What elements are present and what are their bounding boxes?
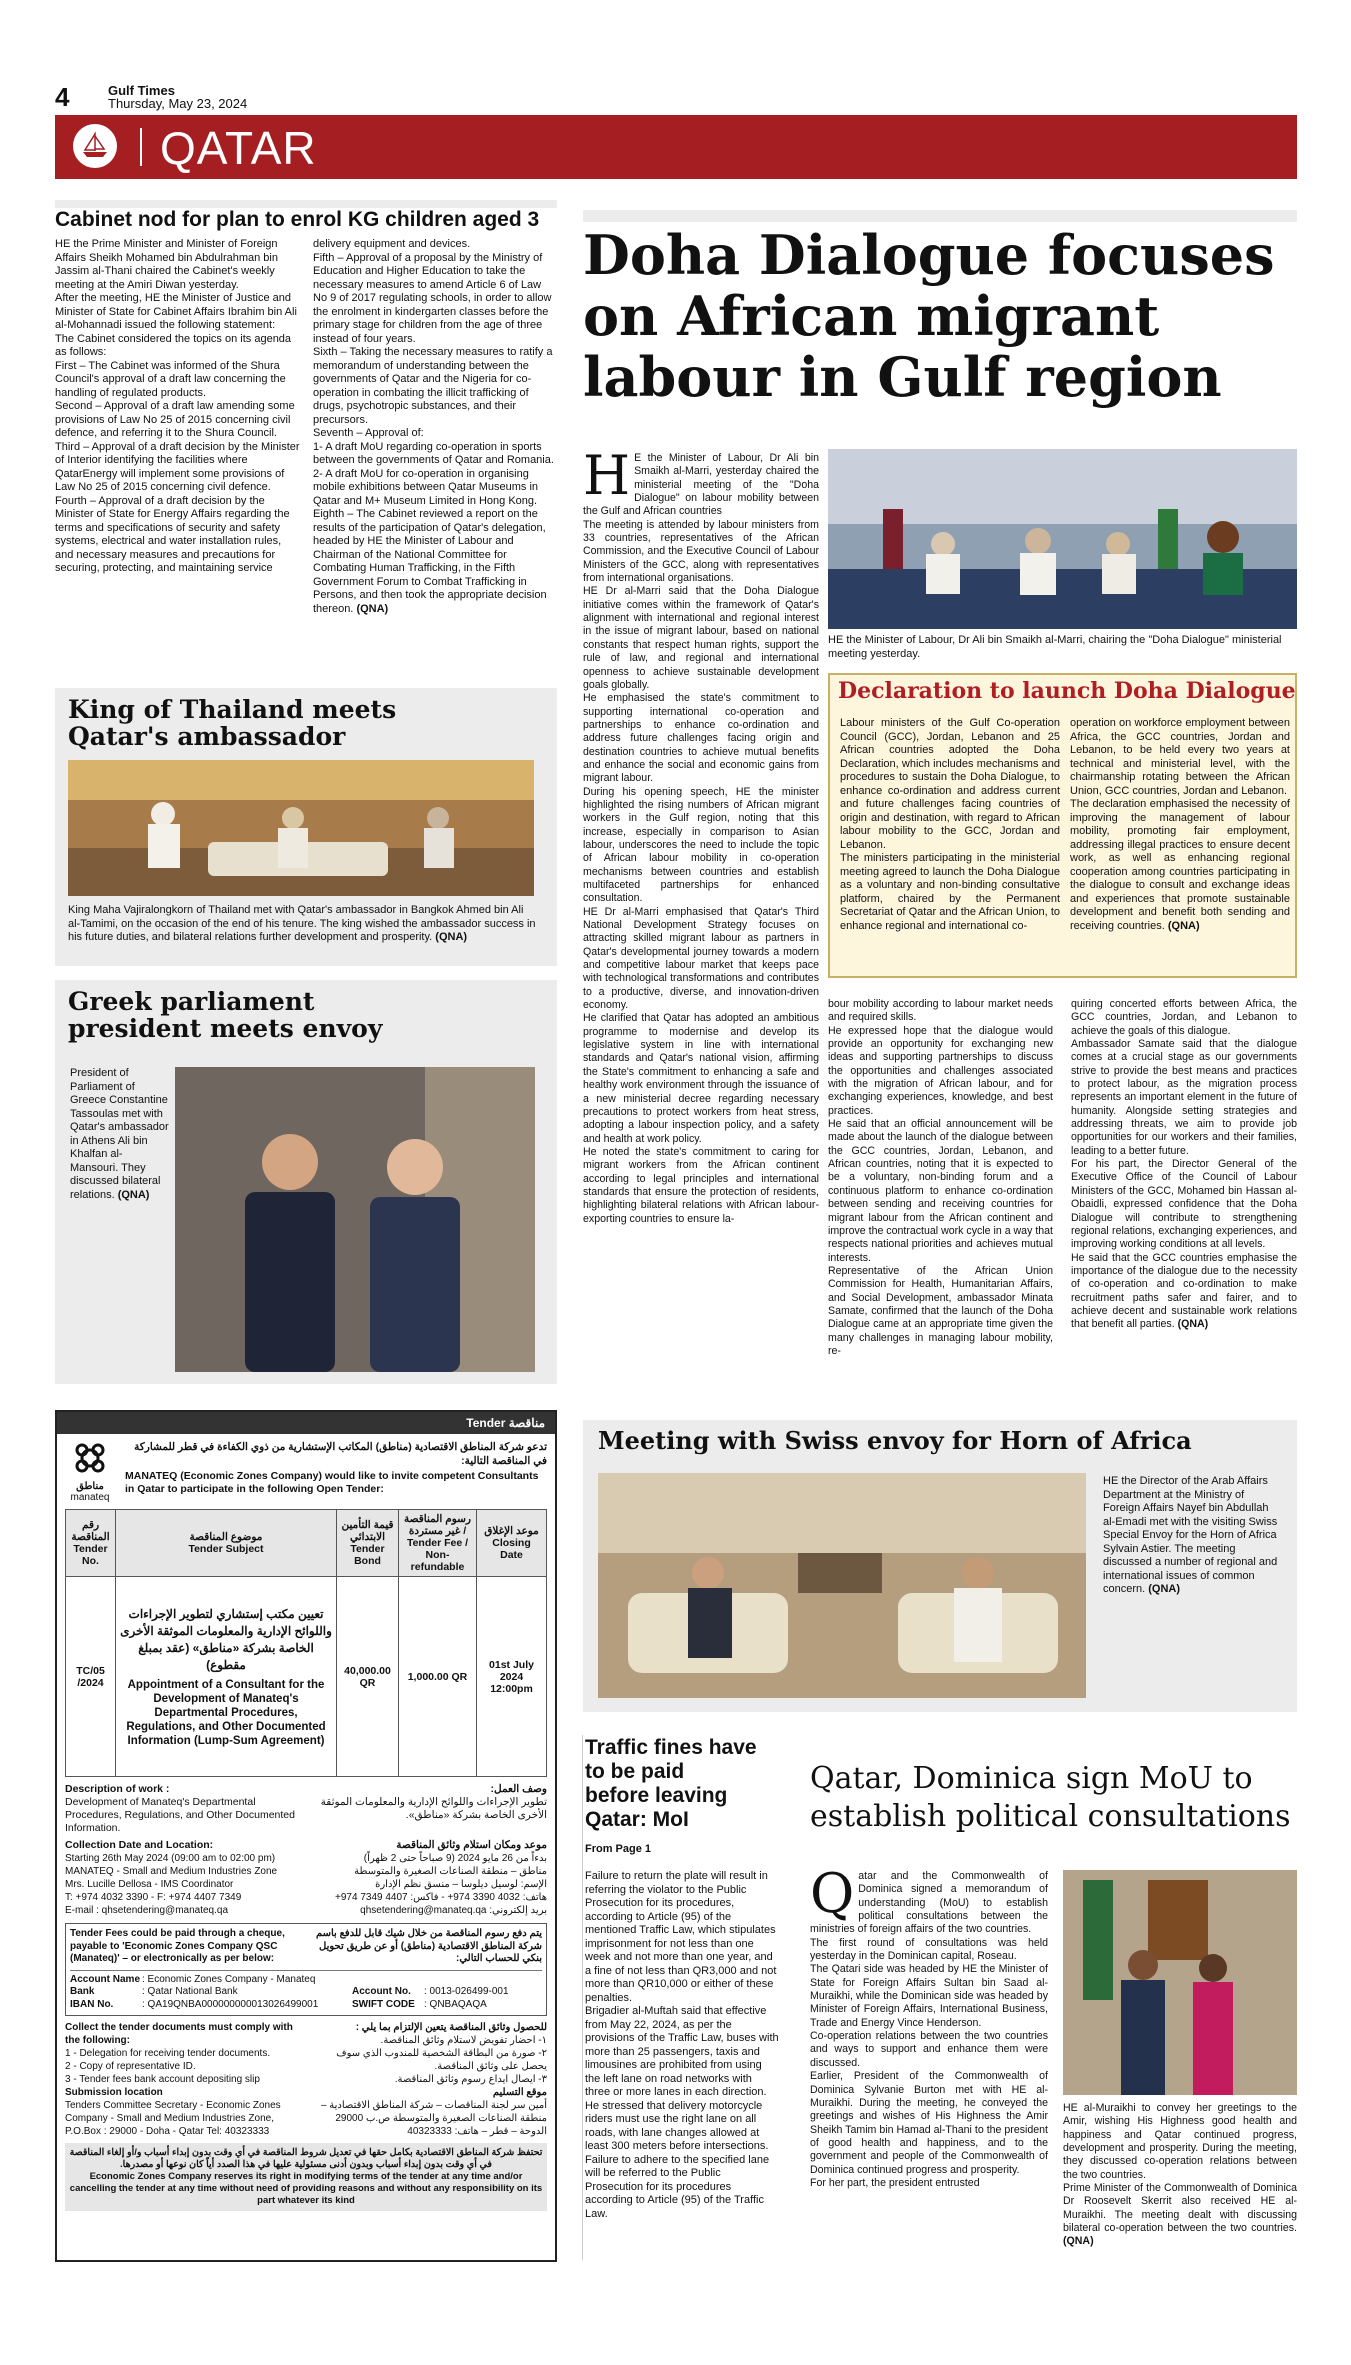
- th-subject-ar: موضوع المناقصة: [189, 1531, 263, 1543]
- email-ar[interactable]: بريد إلكتروني: qhsetendering@manateq.qa: [360, 1905, 547, 1916]
- tel-ar: هاتف: 4032 3390 974+ - فاكس: 4407 7349 974+: [335, 1892, 547, 1903]
- declaration-col2: [1070, 717, 1290, 933]
- section-title: QATAR: [160, 122, 317, 174]
- th-bond-en: Tender Bond: [350, 1543, 385, 1567]
- dominica-col2-text: HE al-Muraikhi to convey her greetings to the Amir, wishing His Highness good health and happiness and Qatar continued progress, development and prosperity. During the meeting, they discussed co-operation relations between the two countries. Prime Minister of the Commonwealth of Dominica Dr Roosevelt Skerrit also received HE al-Muraikhi. The meeting dealt with discussing bilateral co-operation between the two countries.: [1063, 2102, 1297, 2235]
- tender-subject: [116, 1577, 337, 1777]
- th-no-ar: رقم المناقصة: [71, 1519, 110, 1543]
- cabinet-col2: [313, 238, 558, 616]
- dominica-dropcap: Q: [810, 1862, 855, 1925]
- th-closing: [477, 1510, 547, 1577]
- doha-photo: [828, 449, 1297, 629]
- footer-ar: تحتفظ شركة المناطق الاقتصادية بكامل حقها في تعديل شروط المناقصة في أي وقت بدون إبداء أسباب و/أو إلغاء المناقصة في أي وقت بدون إبداء أسباب وبدون أدنى مسئولية عليها في هذا الصدد أياً كان نوعها أو مصدرها.: [69, 2147, 543, 2170]
- contact-ar: الإسم: لوسيل ديلوسا – منسق نظم الإدارة: [375, 1879, 547, 1890]
- greece-photo: [175, 1067, 535, 1372]
- zone-ar: مناطق – منطقة الصناعات الصغيرة والمتوسطة: [354, 1866, 547, 1877]
- thailand-headline: [68, 696, 548, 750]
- th-bond-ar: قيمة التأمين الابتدائي: [341, 1519, 394, 1543]
- dominica-col1: [810, 1862, 1048, 2190]
- swiss-credit: (QNA): [1148, 1583, 1181, 1595]
- submission-label-ar: موقع التسليم: [492, 2087, 547, 2098]
- swiss-headline: Meeting with Swiss envoy for Horn of Africa: [598, 1426, 1192, 1455]
- rule: [583, 210, 1297, 222]
- thailand-credit: (QNA): [435, 931, 468, 943]
- collect-ar: للحصول وثائق المناقصة يتعين الإلتزام بما يلي :: [355, 2022, 547, 2033]
- invite-en: MANATEQ (Economic Zones Company) would like to invite competent Consultants in Qatar to participate in the following Open Tender:: [125, 1470, 539, 1495]
- tender-fee: 1,000.00 QR: [399, 1577, 477, 1777]
- thailand-photo: [68, 760, 534, 896]
- th-subject-en: Tender Subject: [188, 1543, 264, 1555]
- doha-headline-3: labour in Gulf region: [583, 345, 1222, 409]
- item-ar-3: ٣- ايصال ايداع رسوم وثائق المناقصة.: [394, 2074, 547, 2085]
- dominica-col2: [1063, 2102, 1297, 2249]
- swiss-photo: [598, 1473, 1086, 1698]
- bank-details: [70, 1970, 542, 2012]
- th-no: [66, 1510, 116, 1577]
- dominica-credit: (QNA): [1063, 2235, 1094, 2248]
- swift-code: : QNBAQAQA: [424, 1998, 487, 2010]
- item-en-1: 1 - Delegation for receiving tender documents.: [65, 2048, 271, 2059]
- iban-label: IBAN No.: [70, 1998, 114, 2010]
- doha-headline: [583, 225, 1297, 408]
- fees-ar: يتم دفع رسوم المناقصة من خلال شيك قابل للدفع باسم شركة المناطق الاقتصادية (مناطق) أو عن طريق تحويل بنكي للحساب التالي:: [315, 1928, 542, 1964]
- tender-footer: [65, 2143, 547, 2211]
- masthead: [108, 84, 247, 110]
- traffic-headline-2: to be paid: [585, 1760, 685, 1783]
- tender-row: [66, 1577, 547, 1777]
- submission-ar: أمين سر لجنة المناقصات – شركة المناطق الاقتصادية – منطقة الصناعات الصغيرة والمتوسطة ص.ب 29000 الدوحة – قطر – هاتف: 40323333: [320, 2100, 547, 2137]
- item-ar-1: ١- احضار تفويض لاستلام وثائق المناقصة.: [380, 2035, 547, 2046]
- desc-label-ar: وصف العمل:: [490, 1783, 547, 1795]
- cabinet-col1: HE the Prime Minister and Minister of Foreign Affairs Sheikh Mohamed bin Abdulrahman bin Jassim al-Thani chaired the Cabinet's weekly meeting at the Amiri Diwan yesterday. After the meeting, HE the Minister of Justice and Minister of State for Cabinet Affairs Ibrahim bin Ali al-Mohannadi issued the following statement: The Cabinet considered the topics on its agenda as follows: First – The Cabinet was informed of the Shura Council's approval of a draft law concerning the handling of regulated products. Second – Approval of a draft law amending some provisions of Law No 25 of 2015 concerning civil defence, and referring it to the Shura Council. Third – Approval of a draft decision by the Minister of Interior identifying the facilities where QatarEnergy will implement some provisions of Law No 25 of 2015 concerning civil defence. Fourth – Approval of a draft decision by the Minister of State for Energy Affairs regarding the terms and specifications of security and safety systems, electrical and water installation rules, and necessary measures and precautions for securing, protecting, and maintaining service: [55, 238, 300, 574]
- cabinet-headline: Cabinet nod for plan to enrol KG children aged 3: [55, 208, 540, 231]
- th-closing-en: Closing Date: [492, 1537, 531, 1561]
- dominica-col1-text: atar and the Commonwealth of Dominica signed a memorandum of understanding (MoU) to establish political consultations between the ministries of foreign affairs of the two countries. The first round of consultations was held yesterday in the Dominican capital, Roseau. The Qatari side was headed by HE the Minister of State for Foreign Affairs Sultan bin Saad al-Muraikhi, while the Dominican side was headed by Minister of Foreign Affairs, International Business, Trade and Energy Vince Henderson. Co-operation relations between the two countries and ways to support and enhance them were discussed. Earlier, President of the Commonwealth of Dominica Sylvanie Burton met with HE al-Muraikhi. During the meeting, he conveyed the greetings and wishes of His Highness the Amir Sheikh Tamim bin Hamad al-Thani to the president of good health and happiness, and to the government and people of the Commonwealth of Dominica continued progress and prosperity. For her part, the president entrusted: [810, 1870, 1048, 2189]
- tender-table: [65, 1509, 547, 1777]
- doha-col3-text: quiring concerted efforts between Africa, the GCC countries, Jordan, and Lebanon to achieve the goals of this dialogue. Ambassador Samate said that the dialogue comes at a crucial stage as our governments strive to provide the best means and practices to protect labour, as the migration process represents an important element in the future of humanity. Alongside setting strategies and addressing threats, we aim to provide job opportunities for our workers and their families, leading to a better future. For his part, the Director General of the Executive Office of the Council of Labour Ministers of the GCC, Mohamed bin Hassan al-Obaidli, expressed confidence that the Doha Dialogue will contribute to strengthening regional relations, exchanging experiences, and improving working conditions at all levels. He said that the GCC countries emphasise the importance of the dialogue due to the necessity of co-operation and co-ordination to make recruitment paths safer and fairer, and to achieve decent and sustainable work relations that benefit all parties.: [1071, 998, 1297, 1331]
- dominica-photo: [1063, 1870, 1297, 2095]
- submission-en: Tenders Committee Secretary - Economic Zones Company - Small and Medium Industries Zone, P.O.Box : 29000 - Doha - Qatar Tel: 40323333: [65, 2100, 281, 2137]
- thailand-headline-2: Qatar's ambassador: [68, 722, 346, 751]
- banner-divider: [140, 128, 142, 166]
- greece-caption: [70, 1067, 170, 1202]
- swiss-caption-text: HE the Director of the Arab Affairs Department at the Ministry of Foreign Affairs Nayef bin Abdullah al-Emadi met with the visiting Swiss Special Envoy for the Horn of Africa Sylvain Astier. The meeting discussed a number of regional and international issues of common concern.: [1103, 1475, 1278, 1595]
- brand-ar: مناطق: [76, 1481, 104, 1492]
- tender-closing: 01st July 2024 12:00pm: [477, 1577, 547, 1777]
- traffic-headline-4: Qatar: MoI: [585, 1808, 689, 1831]
- manateq-logo-icon: [70, 1440, 110, 1476]
- swift-label: SWIFT CODE: [352, 1998, 415, 2010]
- starting-en: Starting 26th May 2024 (09:00 am to 02:00 pm): [65, 1853, 276, 1864]
- page-number: 4: [55, 82, 70, 112]
- rule: [55, 200, 557, 208]
- tender-table-header: [66, 1510, 547, 1577]
- th-closing-ar: موعد الإغلاق: [484, 1525, 539, 1537]
- traffic-from: From Page 1: [585, 1843, 652, 1855]
- collection-label-ar: موعد ومكان استلام وثائق المناقصة: [396, 1839, 547, 1851]
- iban: : QA19QNBA000000000013026499001: [142, 1998, 319, 2010]
- th-fee: [399, 1510, 477, 1577]
- dominica-headline-1: Qatar, Dominica sign MoU to: [810, 1761, 1253, 1796]
- subject-ar: تعيين مكتب إستشاري لتطوير الإجراءات واللوائح الإدارية والمعلومات الموثقة الأخرى الخاصة بشركة «مناطق» (عقد بمبلغ مقطوع): [120, 1606, 332, 1672]
- thailand-caption-text: King Maha Vajiralongkorn of Thailand met with Qatar's ambassador in Bangkok Ahmed bin Ali al-Tamimi, on the occasion of the end of his tenure. The king wished the ambassador success in his future duties, and bilateral relations further development and prosperity.: [68, 904, 536, 943]
- th-no-en: Tender No.: [73, 1543, 108, 1567]
- account-name-label: Account Name: [70, 1973, 141, 1985]
- dominica-headline: [810, 1760, 1297, 1836]
- tender-title-en: Tender: [466, 1416, 506, 1430]
- collection-label-en: Collection Date and Location:: [65, 1839, 214, 1851]
- greece-headline: [68, 988, 548, 1042]
- tender-header: [57, 1434, 555, 1509]
- dominica-headline-2: establish political consultations: [810, 1799, 1291, 1834]
- footer-en: Economic Zones Company reserves its right in modifying terms of the tender at any time and/or cancelling the tender at any time without need of providing reasons and without any responsibility on its part whatever its kind: [69, 2171, 543, 2206]
- item-en-2: 2 - Copy of representative ID.: [65, 2061, 196, 2072]
- traffic-headline-1: Traffic fines have: [585, 1736, 757, 1759]
- doha-headline-1: Doha Dialogue focuses: [583, 223, 1275, 287]
- greece-headline-2: president meets envoy: [68, 1014, 383, 1043]
- publication-name: Gulf Times: [108, 83, 175, 98]
- doha-photo-caption: HE the Minister of Labour, Dr Ali bin Smaikh al-Marri, chairing the "Doha Dialogue" ministerial meeting yesterday.: [828, 634, 1282, 660]
- greece-credit: (QNA): [117, 1188, 150, 1201]
- manateq-logo: [65, 1440, 115, 1503]
- fees-box: [65, 1923, 547, 2016]
- doha-col1-text: E the Minister of Labour, Dr Ali bin Smaikh al-Marri, yesterday chaired the ministerial meeting of the "Doha Dialogue" on labour mobility between the Gulf and African countries The meeting is attended by labour ministers from 33 countries, representatives of the African Commission, and the Executive Council of Labour Ministers of the GCC, along with representatives from international organisations. HE Dr al-Marri said that the Doha Dialogue initiative comes within the framework of Qatar's alignment with international and regional interest in the issue of migrant labour, based on national constants that respect human rights, support the rule of law, and regional and international openness to achieve sustainable development goals globally. He emphasised the state's commitment to supporting international co-operation and partnerships to enhance co-ordination and address future challenges facing origin and destination countries to achieve mutual benefits and enhance the social and economic gains from migrant labour. During his opening speech, HE the minister highlighted the rising numbers of African migrant workers in the Gulf region, noting that this increase, especially in comparison to Asian labour, underscores the need to include the topic of African labour mobility in co-operation mechanisms between countries and establish multifaceted partnerships for enhanced consultation. HE Dr al-Marri emphasised that Qatar's Third National Development Strategy focuses on attracting skilled migrant labour as partners in Qatar's developmental journey towards a modern and competitive labour market that keeps pace with technological transformations and contributes to a productive, diverse, and innovation-driven economy. He clarified that Qatar has adopted an ambitious programme to modernise and develop its legislative system in line with international standards and Qatar's national vision, affirming the State's commitment to enhancing a safe and healthy work environment through the issuance of a new ministerial decree regarding necessary precautions to protect workers from heat stress, adopting a labour inspection policy, and a safety and health at work policy. He noted the state's commitment to caring for migrant workers from the African continent according to legal principles and international standards that ensure the protection of residents, highlighting bilateral relations with African labour-exporting countries to ensure la-: [583, 452, 819, 1225]
- declaration-col1: Labour ministers of the Gulf Co-operation Council (GCC), Jordan, Lebanon and 25 African countries adopted the Doha Declaration, which includes mechanisms and procedures to sustain the Doha Dialogue, to enhance co-ordination and address current and future challenges facing countries of origin and destination, with regard to African labour mobility to the GCC, Jordan and Lebanon. The ministers participating in the ministerial meeting agreed to launch the Doha Dialogue as a voluntary and non-binding consultative platform, chaired by the Permanent Secretariat of Qatar and the African Union, to enhance regional and international co-: [840, 717, 1060, 932]
- th-fee-en: Tender Fee / Non-refundable: [406, 1537, 469, 1573]
- tender-title-ar: مناقصة: [508, 1416, 545, 1430]
- th-fee-ar: رسوم المناقصة / غير مستردة: [403, 1513, 472, 1537]
- item-ar-2: ٢- صورة من البطاقة الشخصية للمندوب الذي سوف يحصل على وثائق المناقصة.: [336, 2048, 547, 2072]
- doha-col3: [1071, 998, 1297, 1332]
- declaration-headline: Declaration to launch Doha Dialogue: [838, 678, 1296, 704]
- thailand-headline-1: King of Thailand meets: [68, 695, 397, 724]
- dhow-logo-icon: [73, 124, 117, 168]
- account-no-label: Account No.: [352, 1986, 411, 1997]
- tender-no: TC/05 /2024: [66, 1577, 116, 1777]
- account-no: : 0013-026499-001: [424, 1986, 509, 1997]
- invite-ar: تدعو شركة المناطق الاقتصادية (مناطق) المكاتب الإستشارية من ذوي الكفاءة في قطر للمشاركة في المناقصة التالية:: [134, 1441, 547, 1467]
- fees-en: Tender Fees could be paid through a cheque, payable to 'Economic Zones Company QSC (Manateq)' – or electronically as per below:: [70, 1928, 285, 1964]
- th-subject: [116, 1510, 337, 1577]
- item-en-3: 3 - Tender fees bank account depositing slip: [65, 2074, 260, 2085]
- starting-ar: بدءاً من 26 مايو 2024 (9 صباحاً حتى 2 ظهراً): [363, 1853, 547, 1864]
- account-name: : Economic Zones Company - Manateq: [142, 1973, 316, 1985]
- doha-col2: bour mobility according to labour market needs and required skills. He expressed hope that the dialogue would provide an opportunity for exchanging new ideas and supporting partnerships to discuss the opportunities and challenges associated with the migration of African labour, and for exchanging experiences, knowledge, and best practices. He said that an official announcement will be made about the launch of the dialogue between the GCC countries, Jordan, Lebanon, and African countries, noting that it is expected to be a voluntary, non-binding forum and a continuous platform to enhance co-ordination between sending and receiving countries for migrant labour from the African continent and improve the contractual work cycle in a way that respects national priorities and achieves mutual interests. Representative of the African Union Commission for Health, Humanitarian Affairs, and Social Development, ambassador Minata Samate, confirmed that the launch of the Doha Dialogue came at an appropriate time given the many challenges in managing labour mobility, re-: [828, 998, 1053, 1357]
- column-divider: [582, 1735, 583, 2260]
- submission-label-en: Submission location: [65, 2087, 163, 2098]
- tender-bond: 40,000.00 QR: [337, 1577, 399, 1777]
- desc-label-en: Description of work :: [65, 1783, 170, 1795]
- greece-headline-1: Greek parliament: [68, 987, 315, 1016]
- brand-en: manateq: [70, 1492, 110, 1503]
- doha-headline-2: on African migrant: [583, 284, 1160, 348]
- cabinet-col2-text: delivery equipment and devices. Fifth – Approval of a proposal by the Ministry of Education and Higher Education to take the necessary measures to amend Article 6 of Law No 9 of 2017 regulating schools, in order to allow the enrolment in kindergarten classes before the primary stage for children from the age of three instead of four years. Sixth – Taking the necessary measures to ratify a memorandum of understanding between the governments of Qatar and the Nigeria for co-operation in combating the illicit trafficking of drugs, psychotropic substances, and their precursors. Seventh – Approval of: 1- A draft MoU regarding co-operation in sports between the governments of Qatar and Romania. 2- A draft MoU for co-operation in organising mobile exhibitions between Qatar Museums in Qatar and M+ Museum Limited in Hong Kong. Eighth – The Cabinet reviewed a report on the results of the participation of Qatar's delegation, headed by HE the Minister of Labour and Chairman of the National Committee for Combating Human Trafficking, in the Fifth Government Forum to Combat Trafficking in Persons, and then took the appropriate decision thereon.: [313, 238, 554, 615]
- doha-col1: [583, 444, 819, 1226]
- th-bond: [337, 1510, 399, 1577]
- greece-caption-text: President of Parliament of Greece Constantine Tassoulas met with Qatar's ambassador in Athens Ali bin Khalfan al-Mansouri. They discussed bilateral relations.: [70, 1067, 169, 1201]
- cabinet-credit: (QNA): [356, 602, 389, 615]
- swiss-caption: [1103, 1475, 1283, 1597]
- traffic-headline: [585, 1736, 775, 1832]
- doha-credit: (QNA): [1177, 1318, 1209, 1331]
- bank-name: : Qatar National Bank: [142, 1986, 238, 1997]
- contact-en: Mrs. Lucille Dellosa - IMS Coordinator: [65, 1879, 234, 1890]
- declaration-col2-text: operation on workforce employment between Africa, the GCC countries, Jordan and Lebanon, to be held every two years at technical and ministerial level, with the chairmanship rotating between the African Union, GCC countries, Jordan and Lebanon. The declaration emphasised the necessity of improving the management of labour mobility, promoting fair employment, addressing illegal practices to ensure decent work, as well as enhancing regional cooperation among countries participating in the dialogue to consult and exchange ideas and experiences that promote sustainable development and benefit both sending and receiving countries.: [1070, 717, 1290, 932]
- tender-title-bar: [57, 1412, 555, 1434]
- tender-ad: [55, 1410, 557, 2262]
- thailand-caption: [68, 904, 538, 945]
- subject-en: Appointment of a Consultant for the Development of Manateq's Departmental Procedures, Regulations, and Other Documented Information (Lump-Sum Agreement): [126, 1678, 326, 1747]
- publication-date: Thursday, May 23, 2024: [108, 96, 248, 111]
- zone-en: MANATEQ - Small and Medium Industries Zone: [65, 1866, 278, 1877]
- tel-en: T: +974 4032 3390 - F: +974 4407 7349: [65, 1892, 242, 1903]
- desc-ar: تطوير الإجراءات واللوائح الإدارية والمعلومات الموثقة الأخرى الخاصة بشركة «مناطق».: [320, 1796, 547, 1821]
- traffic-headline-3: before leaving: [585, 1784, 728, 1807]
- doha-dropcap: H: [583, 444, 631, 507]
- bank-label: Bank: [70, 1986, 95, 1997]
- email-en[interactable]: E-mail : qhsetendering@manateq.qa: [65, 1905, 229, 1916]
- collect-en: Collect the tender documents must comply with the following:: [65, 2022, 293, 2046]
- desc-en: Development of Manateq's Departmental Procedures, Regulations, and Other Documented Information.: [65, 1796, 295, 1834]
- traffic-body: Failure to return the plate will result in referring the violator to the Public Prosecution for its procedures, according to Article (95) of the mentioned Traffic Law, which stipulates imprisonment for not less than one week and not more than one year, and a fine of not less than QR3,000 and not more than QR10,000 or either of these penalties. Brigadier al-Muftah said that effective from May 22, 2024, as per the provisions of the Traffic Law, buses with more than 25 passengers, taxis and limousines are prohibited from using the left lane on road networks with three or more lanes in each direction. He stressed that delivery motorcycle riders must use the right lane on all roads, with lane changes allowed at least 300 meters before intersections. Failure to adhere to the specified lane will be referred to the Public Prosecution for its procedures according to Article (95) of the Traffic Law.: [585, 1870, 779, 2220]
- declaration-credit: (QNA): [1167, 919, 1200, 932]
